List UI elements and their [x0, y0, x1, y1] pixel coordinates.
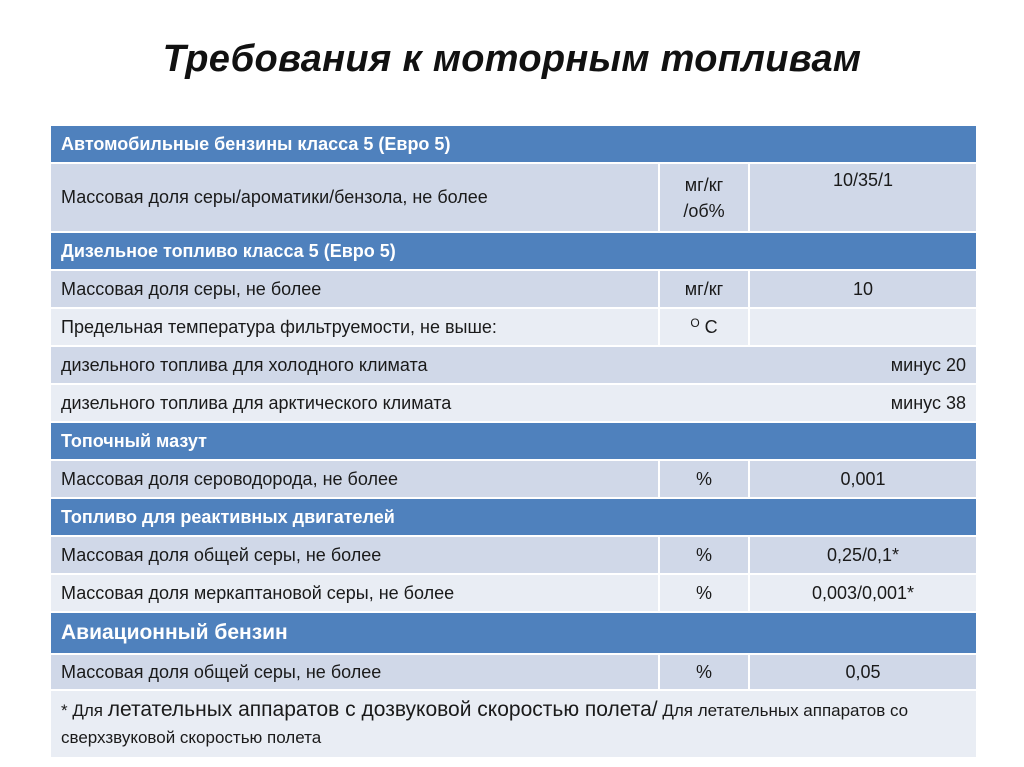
unit-cell [658, 164, 750, 231]
param-cell: Массовая доля общей серы, не более [51, 537, 658, 573]
table-row [51, 655, 976, 689]
value-cell: минус 38 [658, 385, 976, 421]
section-header-petrol [51, 126, 976, 162]
value-cell: минус 20 [658, 347, 976, 383]
param-cell: дизельного топлива для холодного климата [51, 347, 658, 383]
value-cell [750, 309, 976, 345]
unit-cell: % [658, 461, 750, 497]
value-cell: 0,25/0,1* [750, 537, 976, 573]
value-cell: 0,001 [750, 461, 976, 497]
footnote-part-3: Для летательных аппаратов со сверхзвуковой скоростью полета [61, 701, 909, 747]
table-row [51, 309, 976, 345]
value-cell: 10 [750, 271, 976, 307]
section-title: Топливо для реактивных двигателей [51, 499, 976, 535]
param-cell: Массовая доля общей серы, не более [51, 655, 658, 689]
unit-line-1: мг/кг [684, 174, 724, 195]
value-cell: 0,003/0,001* [750, 575, 976, 611]
footnote-part-1: * Для [61, 701, 108, 720]
table-row [51, 575, 976, 611]
section-header-diesel [51, 233, 976, 269]
param-cell: Массовая доля сероводорода, не более [51, 461, 658, 497]
unit-cell: % [658, 655, 750, 689]
unit-text: С [699, 316, 718, 337]
table-row [51, 385, 976, 421]
param-cell: Массовая доля серы, не более [51, 271, 658, 307]
section-header-jet [51, 499, 976, 535]
unit-cell: % [658, 537, 750, 573]
section-title: Автомобильные бензины класса 5 (Евро 5) [51, 126, 976, 162]
section-header-avgas [51, 613, 976, 653]
table-row [51, 164, 976, 231]
unit-line-2: /об% [683, 200, 725, 221]
param-cell: Массовая доля меркаптановой серы, не более [51, 575, 658, 611]
value-cell: 10/35/1 [750, 164, 976, 231]
param-cell: Массовая доля серы/ароматики/бензола, не более [51, 164, 658, 231]
section-title: Авиационный бензин [51, 613, 976, 653]
table-row [51, 271, 976, 307]
param-cell: Предельная температура фильтруемости, не выше: [51, 309, 658, 345]
value-cell: 0,05 [750, 655, 976, 689]
fuel-requirements-table [51, 124, 976, 759]
unit-cell: % [658, 575, 750, 611]
footnote [51, 691, 976, 757]
slide-title: Требования к моторным топливам [162, 38, 862, 80]
degree-sup: О [690, 315, 700, 330]
section-header-mazut [51, 423, 976, 459]
table-row [51, 537, 976, 573]
table-row [51, 347, 976, 383]
param-cell: дизельного топлива для арктического климата [51, 385, 658, 421]
table-row [51, 461, 976, 497]
footnote-part-2: летательных аппаратов с дозвуковой скоростью полета/ [107, 698, 658, 721]
section-title: Дизельное топливо класса 5 (Евро 5) [51, 233, 976, 269]
unit-cell [658, 309, 750, 345]
footnote-row [51, 691, 976, 757]
section-title: Топочный мазут [51, 423, 976, 459]
unit-cell: мг/кг [658, 271, 750, 307]
